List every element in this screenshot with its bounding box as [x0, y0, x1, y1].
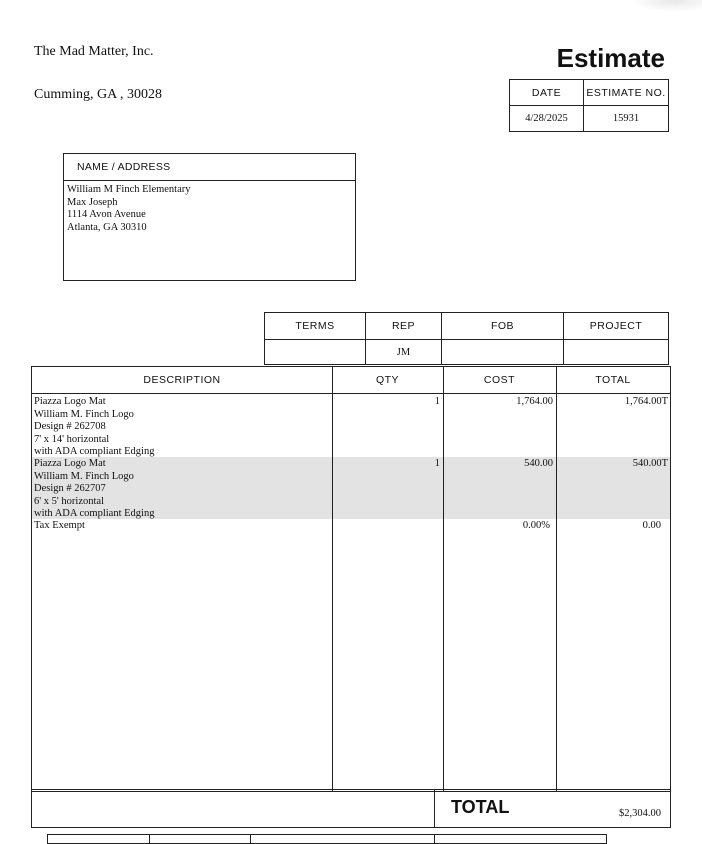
line-item-row: [32, 396, 670, 458]
item-description-line: with ADA compliant Edging: [34, 508, 155, 519]
address-line: 1114 Avon Avenue: [67, 209, 146, 220]
item-cost: 0.00%: [522, 520, 550, 531]
column-divider: [250, 835, 251, 843]
total-footer: [31, 789, 671, 828]
project-header: PROJECT: [564, 313, 669, 340]
estimate-no-header: ESTIMATE NO.: [584, 80, 669, 106]
item-description-line: with ADA compliant Edging: [34, 446, 155, 457]
date-value: 4/28/2025: [510, 106, 584, 132]
name-address-header: NAME / ADDRESS: [64, 154, 355, 181]
total-amount: $2,304.00: [619, 808, 661, 819]
item-description-line: 7' x 14' horizontal: [34, 433, 110, 445]
item-description: [34, 396, 154, 459]
column-divider: [149, 835, 150, 843]
item-description-line: Design # 262707: [34, 483, 106, 494]
column-divider: [443, 367, 444, 791]
column-divider: [332, 367, 333, 791]
terms-value: [265, 340, 366, 365]
company-city-line: Cumming, GA , 30028: [34, 87, 162, 102]
qty-header: QTY: [375, 374, 400, 386]
estimate-meta-table: [509, 79, 669, 132]
item-qty: 1: [434, 458, 440, 469]
item-description-line: Design # 262708: [34, 421, 106, 432]
address-lines: [64, 181, 355, 234]
date-header: DATE: [510, 80, 584, 106]
line-items-header: [32, 367, 670, 394]
footer-divider: [434, 790, 435, 827]
address-line: Atlanta, GA 30310: [67, 221, 147, 233]
terms-table: [264, 312, 669, 365]
item-description: [34, 458, 154, 521]
company-name: The Mad Matter, Inc.: [34, 44, 154, 59]
cost-header: COST: [483, 374, 516, 386]
item-description-line: William M. Finch Logo: [34, 470, 134, 482]
item-total: 0.00: [642, 520, 661, 531]
item-description-line: Tax Exempt: [34, 520, 85, 531]
item-total: 540.00T: [632, 458, 668, 469]
address-line: Max Joseph: [67, 196, 118, 208]
name-address-box: [63, 153, 356, 281]
total-header: TOTAL: [595, 374, 631, 386]
column-divider: [434, 835, 435, 843]
page-corner-shadow: [630, 0, 702, 12]
lower-table-edge: [47, 834, 607, 844]
item-total: 1,764.00T: [624, 396, 668, 407]
description-header: DESCRIPTION: [143, 374, 221, 386]
item-description-line: William M. Finch Logo: [34, 408, 134, 420]
fob-value: [442, 340, 564, 365]
item-cost: 1,764.00: [516, 396, 553, 407]
address-line: William M Finch Elementary: [67, 184, 191, 195]
line-item-row: [32, 457, 670, 519]
line-item-row: [32, 520, 670, 534]
item-description-line: 6' x 5' horizontal: [34, 495, 104, 507]
project-value: [564, 340, 669, 365]
document-title: Estimate: [556, 43, 665, 73]
rep-value: JM: [366, 340, 442, 365]
item-cost: 540.00: [524, 458, 553, 469]
rep-header: REP: [366, 313, 442, 340]
item-qty: 1: [434, 396, 440, 407]
column-divider: [556, 367, 557, 791]
item-description-line: Piazza Logo Mat: [34, 458, 106, 469]
item-description-line: Piazza Logo Mat: [34, 396, 106, 407]
terms-header: TERMS: [265, 313, 366, 340]
estimate-no-value: 15931: [584, 106, 669, 132]
item-description: [34, 520, 85, 533]
total-label: TOTAL: [451, 797, 510, 817]
fob-header: FOB: [442, 313, 564, 340]
line-items-table: [31, 366, 671, 792]
